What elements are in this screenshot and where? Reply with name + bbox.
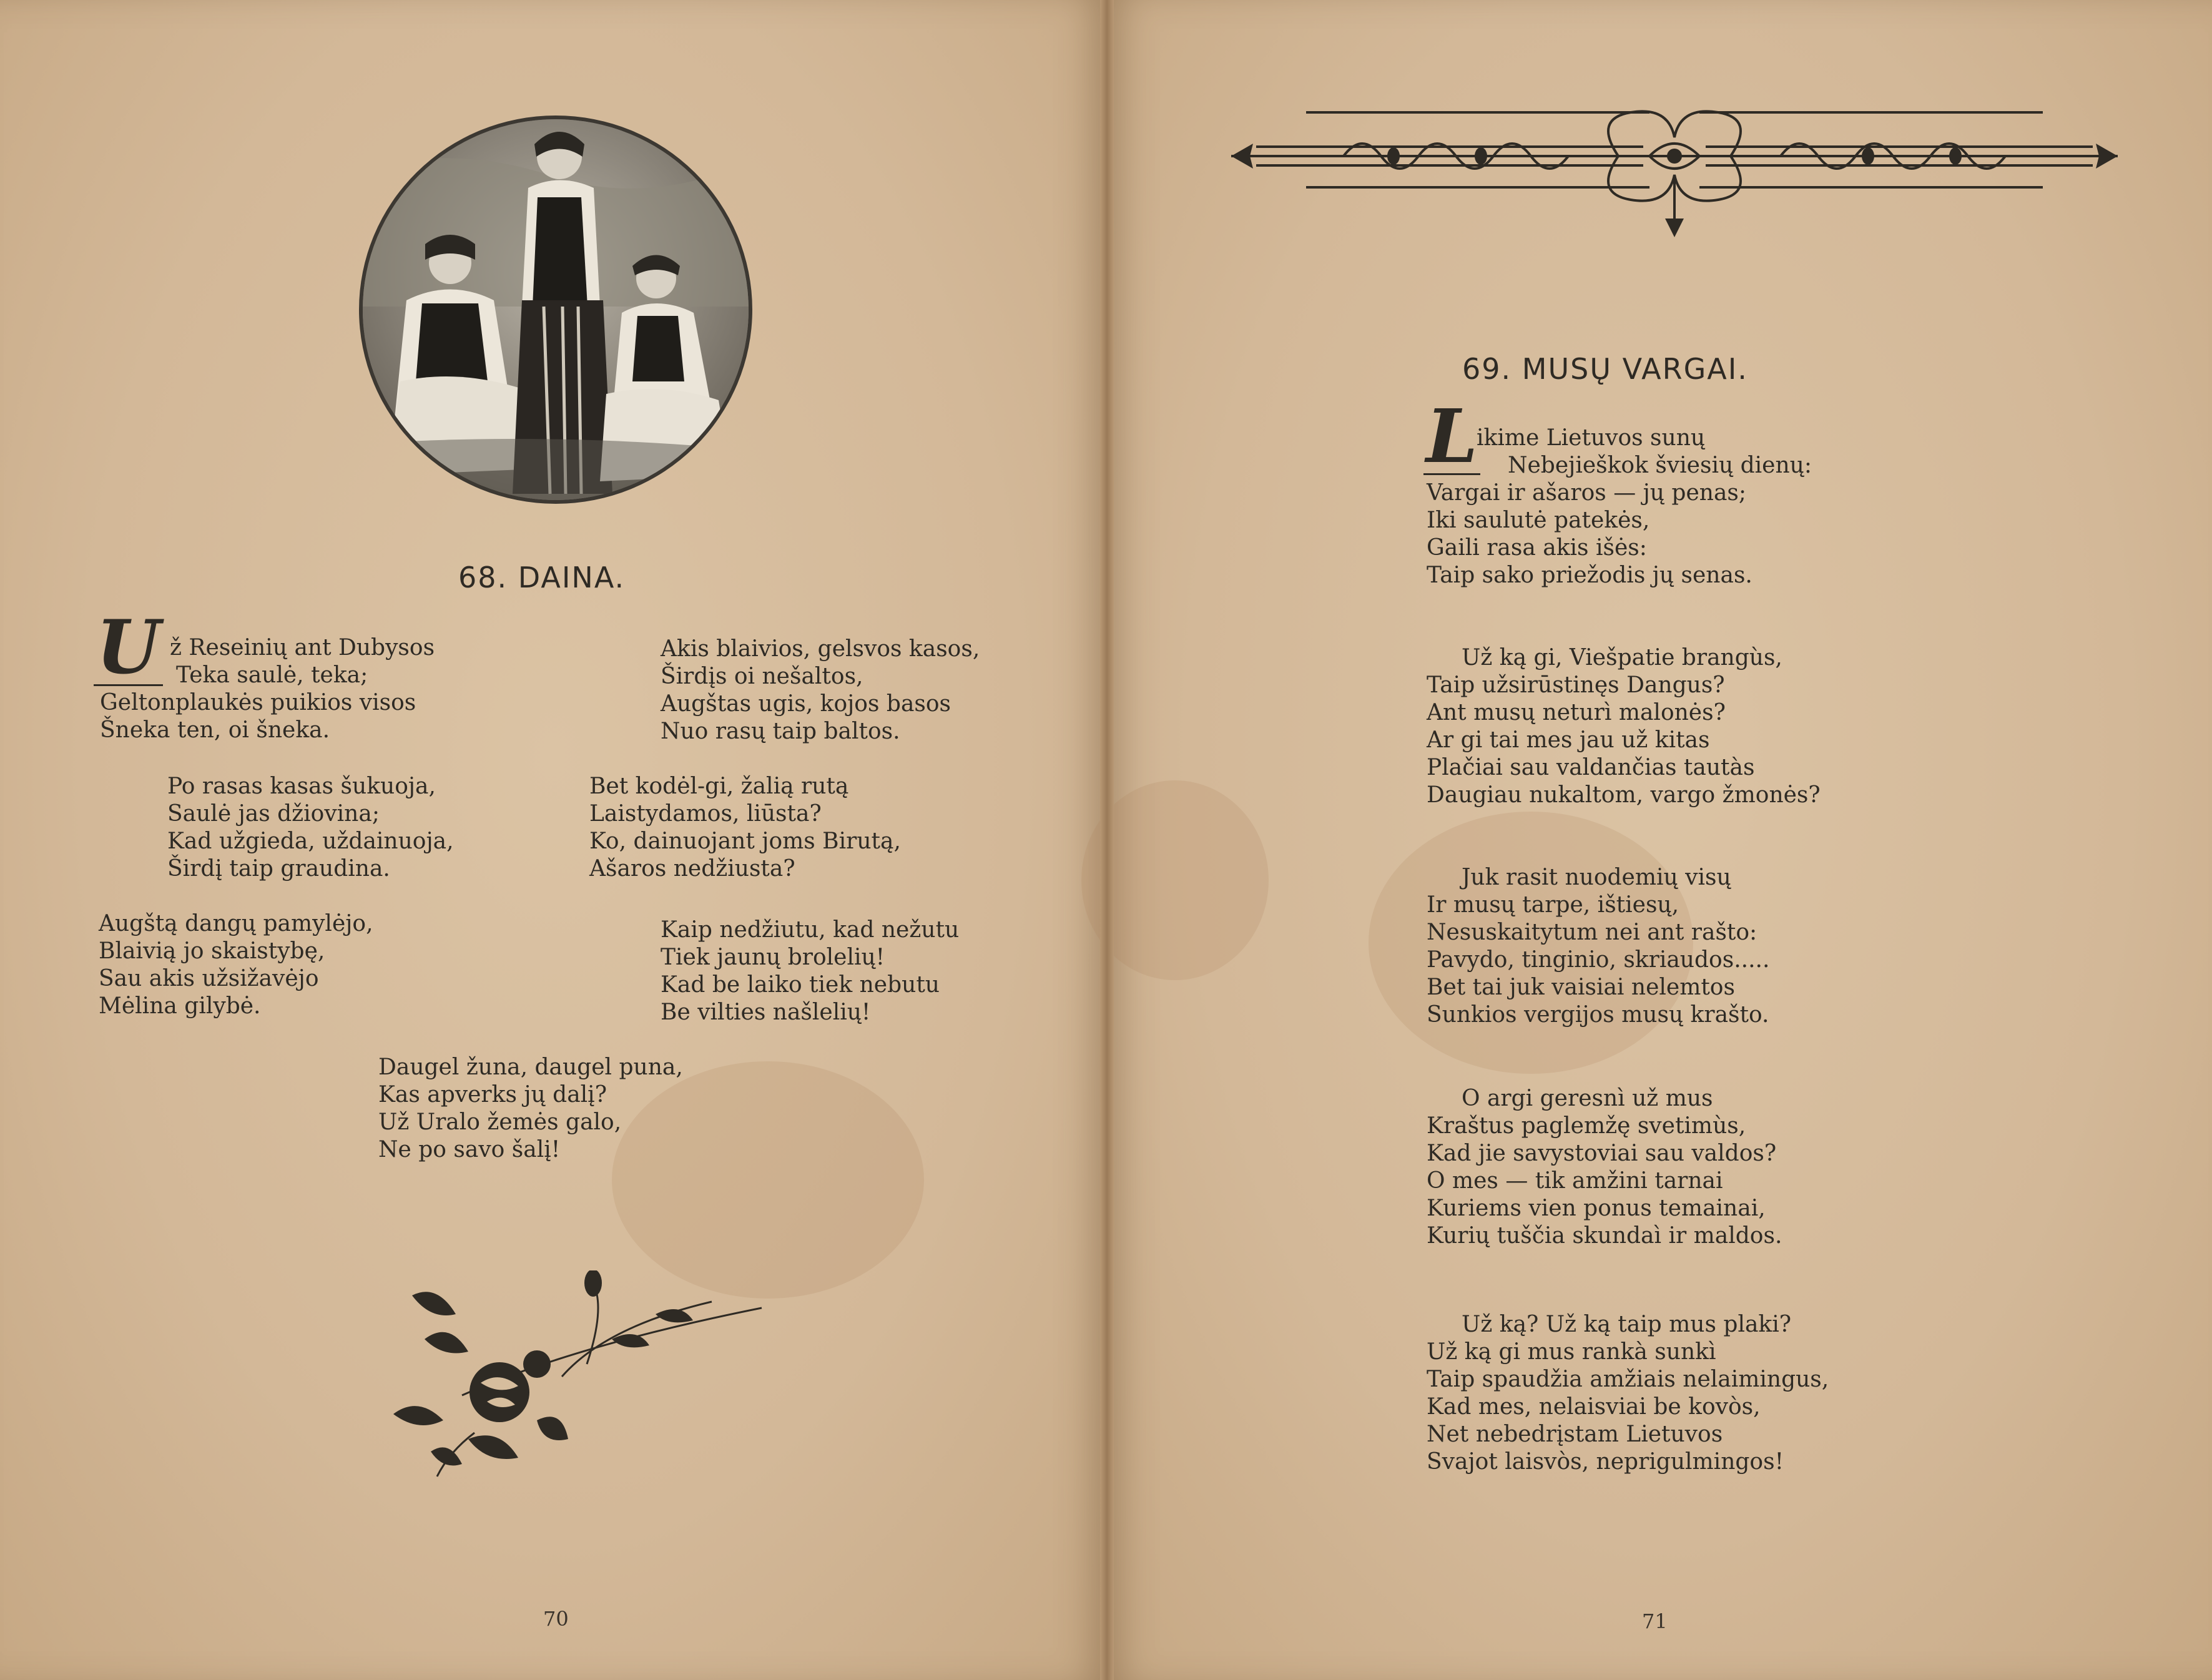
verse-line: Kad užgieda, uždainuoja,	[167, 828, 454, 854]
drop-cap: U	[94, 611, 163, 686]
verse-line: Net nebedrįstam Lietuvos	[1427, 1422, 1723, 1447]
verse-line: ikime Lietuvos sunų	[1477, 425, 1706, 451]
stanza	[1427, 1311, 1829, 1476]
verse-line: Kuriems vien ponus temainai,	[1427, 1196, 1766, 1221]
verse-line: ž Reseinių ant Dubysos	[170, 635, 435, 661]
verse-line: O argi geresnì už mus	[1462, 1086, 1713, 1111]
verse-line: Vargai ir ašaros — jų penas;	[1427, 480, 1747, 506]
verse-line: Juk rasit nuodemių visų	[1462, 865, 1731, 890]
verse-line: Kad jie savystoviai sau valdos?	[1427, 1141, 1777, 1166]
stanza	[1427, 644, 1821, 809]
verse-line: Kurių tuščia skundaì ir maldos.	[1427, 1223, 1782, 1249]
verse-line: Bet kodėl-gi, žalią rutą	[589, 774, 849, 799]
verse-line: Tiek jaunų brolelių!	[661, 945, 885, 970]
verse-line: Akis blaivios, gelsvos kasos,	[661, 636, 980, 662]
verse-line: Kaip nedžiutu, kad nežutu	[661, 917, 960, 943]
stanza	[167, 773, 454, 883]
verse-line: Kas apverks jų dalį?	[378, 1082, 607, 1108]
verse-line: Gaili rasa akis išės:	[1427, 535, 1647, 561]
stanza	[1427, 864, 1769, 1029]
verse-line: Po rasas kasas šukuoja,	[167, 774, 436, 799]
verse-line: Taip spaudžia amžiais nelaimingus,	[1427, 1367, 1829, 1392]
verse-line: Svajot laisvòs, neprigulmingos!	[1427, 1449, 1784, 1475]
verse-line: Sau akis užsižavėjo	[99, 966, 319, 991]
verse-line: Laistydamos, liūsta?	[589, 801, 822, 827]
book-gutter	[1100, 0, 1114, 1680]
verse-line: Ant musų neturì malonės?	[1427, 700, 1726, 725]
stanza	[100, 634, 435, 744]
verse-line: O mes — tik amžini tarnai	[1427, 1168, 1723, 1194]
verse-line: Už ką? Už ką taip mus plaki?	[1462, 1312, 1792, 1337]
verse-line: Už ką gi mus rankà sunkì	[1427, 1339, 1716, 1365]
verse-line: Ar gi tai mes jau už kitas	[1427, 727, 1710, 753]
verse-line: Ne po savo šalį!	[378, 1137, 561, 1162]
page-title: 69. MUSŲ VARGAI.	[1462, 352, 1748, 386]
verse-line: Bet tai juk vaisiai nelemtos	[1427, 975, 1735, 1000]
stanza	[99, 910, 373, 1020]
rose-ornament	[387, 1270, 774, 1483]
stanza	[1427, 425, 1812, 589]
stanza	[661, 636, 980, 745]
verse-line: Nebejieškok šviesių dienų:	[1508, 453, 1812, 478]
drop-cap: L	[1423, 400, 1480, 475]
stanza	[589, 773, 901, 883]
page-title: 68. DAINA.	[458, 561, 626, 594]
verse-line: Už ką gi, Viešpatie brangùs,	[1462, 645, 1782, 671]
verse-line: Ašaros nedžiusta?	[589, 856, 795, 882]
verse-line: Geltonplaukės puikios visos	[100, 690, 416, 715]
verse-line: Taip sako priežodis jų senas.	[1427, 562, 1752, 588]
verse-line: Širdį taip graudina.	[167, 856, 390, 882]
verse-line: Širdįs oi nešaltos,	[661, 664, 863, 689]
verse-line: Ir musų tarpe, ištiesų,	[1427, 892, 1679, 918]
verse-line: Nesuskaitytum nei ant rašto:	[1427, 920, 1757, 945]
verse-line: Daugiau nukaltom, vargo žmonės?	[1427, 782, 1821, 808]
verse-line: Teka saulė, teka;	[176, 662, 368, 688]
verse-line: Augštą dangų pamylėjo,	[99, 911, 373, 936]
verse-line: Saulė jas džiovina;	[167, 801, 380, 827]
verse-line: Šneka ten, oi šneka.	[100, 717, 330, 743]
verse-line: Pavydo, tinginio, skriaudos.....	[1427, 947, 1770, 973]
verse-line: Kraštus paglemžę svetimùs,	[1427, 1113, 1746, 1139]
verse-line: Ko, dainuojant joms Birutą,	[589, 828, 901, 854]
verse-line: Plačiai sau valdančias tautàs	[1427, 755, 1755, 780]
stanza	[1427, 1085, 1782, 1250]
verse-line: Iki saulutė patekės,	[1427, 508, 1650, 533]
scroll-ornament	[1219, 94, 2130, 237]
verse-line: Daugel žuna, daugel puna,	[378, 1054, 683, 1080]
verse-line: Augštas ugis, kojos basos	[661, 691, 951, 717]
verse-line: Kad mes, nelaisviai be kovòs,	[1427, 1394, 1761, 1420]
verse-line: Taip užsirūstinęs Dangus?	[1427, 672, 1725, 698]
stanza	[661, 916, 959, 1026]
verse-line: Sunkios vergijos musų krašto.	[1427, 1002, 1769, 1028]
page-number: 71	[1642, 1609, 1668, 1633]
portrait-photo	[359, 115, 752, 504]
right-page	[1106, 0, 2212, 1680]
verse-line: Be vilties našlelių!	[661, 1000, 871, 1025]
verse-line: Kad be laiko tiek nebutu	[661, 972, 940, 998]
verse-line: Nuo rasų taip baltos.	[661, 719, 900, 744]
verse-line: Blaivią jo skaistybę,	[99, 938, 325, 964]
verse-line: Mėlina gilybė.	[99, 993, 261, 1019]
stanza	[378, 1054, 683, 1164]
page-number: 70	[543, 1607, 569, 1631]
verse-line: Už Uralo žemės galo,	[378, 1109, 622, 1135]
